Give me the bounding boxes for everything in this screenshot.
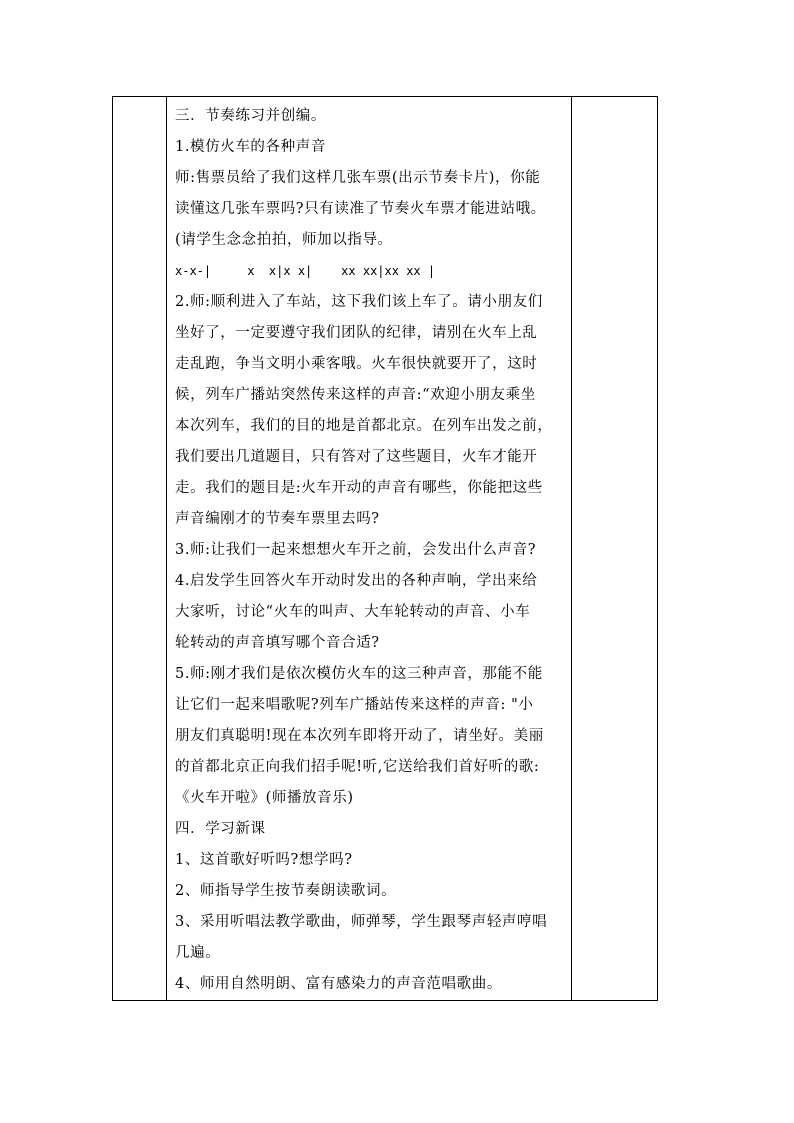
paragraph-line: 大家听，讨论“火车的叫声、大车轮转动的声音、小车 xyxy=(175,604,531,620)
paragraph-line: 3.师:让我们一起来想想火车开之前，会发出什么声音? xyxy=(175,542,537,558)
paragraph-line: 3、采用听唱法教学歌曲，师弹琴，学生跟琴声轻声哼唱 xyxy=(175,914,548,930)
section-heading-rhythm: 三．节奏练习并创编。 xyxy=(175,108,326,124)
paragraph-line: 轮转动的声音填写哪个音合适? xyxy=(175,635,380,651)
lesson-table xyxy=(112,96,658,1001)
paragraph-line: 坐好了，一定要遵守我们团队的纪律，请别在火车上乱 xyxy=(175,325,538,341)
rhythm-notation: x-x-| x x|x x| xx xx|xx xx | xyxy=(175,264,436,278)
right-empty-cell xyxy=(572,97,658,1001)
paragraph-line: 2.师:顺利进入了车站，这下我们该上车了。请小朋友们 xyxy=(175,294,543,310)
paragraph-line: 我们要出几道题目，只有答对了这些题目，火车才能开 xyxy=(175,449,538,465)
paragraph-line: 让它们一起来唱歌呢?列车广播站传来这样的声音: "小 xyxy=(175,697,534,713)
paragraph-line: 候，列车广播站突然传来这样的声音:“欢迎小朋友乘坐 xyxy=(175,387,536,403)
paragraph-line: 5.师:刚才我们是依次模仿火车的这三种声音，那能不能 xyxy=(175,666,543,682)
lesson-content xyxy=(167,97,571,1000)
paragraph-line: 师:售票员给了我们这样几张车票(出示节奏卡片)，你能 xyxy=(175,170,541,186)
paragraph-line: 4、师用自然明朗、富有感染力的声音范唱歌曲。 xyxy=(175,976,502,992)
lesson-content-cell xyxy=(167,97,572,1001)
paragraph-line: 走乱跑，争当文明小乘客哦。火车很快就要开了，这时 xyxy=(175,356,538,372)
paragraph-line: 读懂这几张车票吗?只有读准了节奏火车票才能进站哦。 xyxy=(175,201,546,217)
paragraph-line: 声音编刚才的节奏车票里去吗? xyxy=(175,511,380,527)
table-row xyxy=(113,97,658,1001)
step-imitate-train: 1.模仿火车的各种声音 xyxy=(175,139,326,155)
paragraph-line: 朋友们真聪明!现在本次列车即将开动了，请坐好。美丽 xyxy=(175,728,544,744)
left-empty-cell xyxy=(113,97,167,1001)
paragraph-line: 的首都北京正向我们招手呢!听,它送给我们首好听的歌: xyxy=(175,759,540,775)
paragraph-line: (请学生念念拍拍，师加以指导。 xyxy=(175,232,393,248)
paragraph-line: 走。我们的题目是:火车开动的声音有哪些，你能把这些 xyxy=(175,480,543,496)
paragraph-line: 2、师指导学生按节奏朗读歌词。 xyxy=(175,883,397,899)
paragraph-line: 几遍。 xyxy=(175,945,221,961)
paragraph-line: 4.启发学生回答火车开动时发出的各种声响，学出来给 xyxy=(175,573,538,589)
paragraph-line: 1、这首歌好听吗?想学吗? xyxy=(175,852,353,868)
paragraph-line: 本次列车，我们的目的地是首都北京。在列车出发之前， xyxy=(175,418,553,434)
paragraph-line: 《火车开啦》(师播放音乐) xyxy=(175,790,354,806)
section-heading-new-lesson: 四．学习新课 xyxy=(175,821,266,837)
